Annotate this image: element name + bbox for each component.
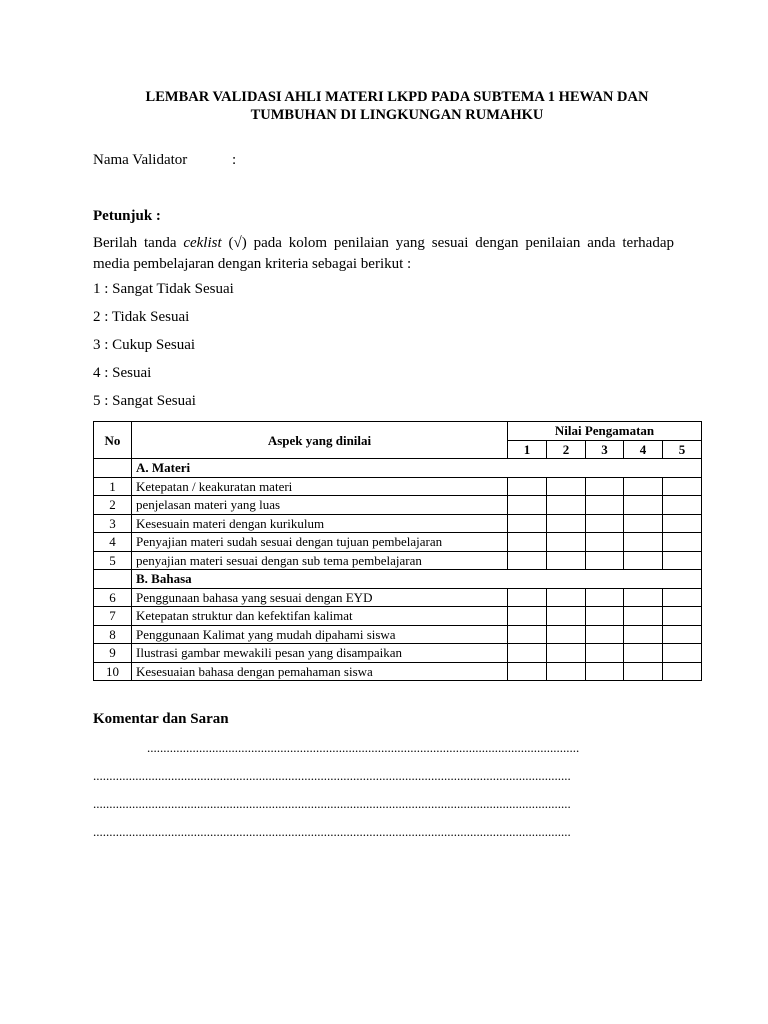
- score-cell-4[interactable]: [624, 607, 663, 626]
- score-cell-3[interactable]: [586, 607, 624, 626]
- score-header-3: 3: [586, 440, 624, 459]
- row-number: 5: [94, 551, 132, 570]
- score-cell-4[interactable]: [624, 625, 663, 644]
- table-row: [94, 477, 702, 496]
- table-row: [94, 644, 702, 663]
- score-cell-2[interactable]: [547, 514, 586, 533]
- score-cell-5[interactable]: [663, 662, 702, 681]
- scale-item-5: 5 : Sangat Sesuai: [93, 393, 196, 409]
- score-cell-3[interactable]: [586, 662, 624, 681]
- row-number: 2: [94, 496, 132, 515]
- score-cell-1[interactable]: [508, 533, 547, 552]
- komentar-heading: Komentar dan Saran: [93, 711, 229, 727]
- score-header-4: 4: [624, 440, 663, 459]
- header-aspek: Aspek yang dinilai: [132, 422, 508, 459]
- petunjuk-text-before: Berilah tanda: [93, 235, 184, 251]
- row-number: 7: [94, 607, 132, 626]
- row-number: 1: [94, 477, 132, 496]
- score-cell-2[interactable]: [547, 496, 586, 515]
- title-line-2: TUMBUHAN DI LINGKUNGAN RUMAHKU: [250, 107, 544, 123]
- score-cell-3[interactable]: [586, 496, 624, 515]
- score-cell-3[interactable]: [586, 644, 624, 663]
- validator-label: Nama Validator: [93, 152, 188, 168]
- scale-item-3: 3 : Cukup Sesuai: [93, 337, 196, 353]
- score-cell-2[interactable]: [547, 551, 586, 570]
- score-cell-5[interactable]: [663, 625, 702, 644]
- score-cell-1[interactable]: [508, 588, 547, 607]
- score-cell-2[interactable]: [547, 477, 586, 496]
- section-label-bahasa: B. Bahasa: [132, 570, 702, 589]
- score-cell-1[interactable]: [508, 644, 547, 663]
- score-cell-3[interactable]: [586, 625, 624, 644]
- table-row: [94, 625, 702, 644]
- scale-item-4: 4 : Sesuai: [93, 365, 152, 381]
- title-line-1: LEMBAR VALIDASI AHLI MATERI LKPD PADA SUBTEMA 1 HEWAN DAN: [145, 89, 649, 105]
- petunjuk-heading: Petunjuk :: [93, 208, 161, 224]
- score-cell-5[interactable]: [663, 514, 702, 533]
- score-cell-3[interactable]: [586, 514, 624, 533]
- score-cell-1[interactable]: [508, 496, 547, 515]
- score-cell-3[interactable]: [586, 588, 624, 607]
- validator-colon: :: [232, 152, 237, 168]
- score-cell-4[interactable]: [624, 588, 663, 607]
- score-cell-2[interactable]: [547, 588, 586, 607]
- score-cell-3[interactable]: [586, 551, 624, 570]
- score-cell-5[interactable]: [663, 496, 702, 515]
- document-title: [94, 88, 700, 124]
- header-no: No: [94, 422, 132, 459]
- scale-item-2: 2 : Tidak Sesuai: [93, 309, 190, 325]
- row-number: 10: [94, 662, 132, 681]
- score-cell-4[interactable]: [624, 514, 663, 533]
- row-aspek: Ketepatan struktur dan kefektifan kalimat: [132, 607, 508, 626]
- score-cell-2[interactable]: [547, 625, 586, 644]
- row-aspek: Kesesuain materi dengan kurikulum: [132, 514, 508, 533]
- row-aspek: Penggunaan Kalimat yang mudah dipahami siswa: [132, 625, 508, 644]
- score-cell-5[interactable]: [663, 607, 702, 626]
- table-row: [94, 514, 702, 533]
- score-cell-4[interactable]: [624, 533, 663, 552]
- score-cell-4[interactable]: [624, 662, 663, 681]
- comment-line-3[interactable]: ...................................................................................................................................................: [93, 796, 571, 811]
- score-cell-3[interactable]: [586, 477, 624, 496]
- petunjuk-text-after: (√) pada kolom penilaian yang sesuai dengan penilaian anda terhadap media pembelajaran dengan kriteria sebagai berikut :: [93, 235, 674, 272]
- petunjuk-text-italic: ceklist: [183, 235, 222, 251]
- section-row-bahasa: [94, 570, 702, 589]
- table-row: [94, 551, 702, 570]
- validator-field: [93, 152, 237, 169]
- row-aspek: penjelasan materi yang luas: [132, 496, 508, 515]
- score-cell-2[interactable]: [547, 607, 586, 626]
- score-cell-5[interactable]: [663, 551, 702, 570]
- score-cell-2[interactable]: [547, 533, 586, 552]
- row-aspek: Ilustrasi gambar mewakili pesan yang disampaikan: [132, 644, 508, 663]
- score-cell-1[interactable]: [508, 514, 547, 533]
- row-aspek: Kesesuaian bahasa dengan pemahaman siswa: [132, 662, 508, 681]
- score-cell-1[interactable]: [508, 477, 547, 496]
- score-cell-5[interactable]: [663, 533, 702, 552]
- row-number: 8: [94, 625, 132, 644]
- score-cell-2[interactable]: [547, 662, 586, 681]
- scale-item-1: 1 : Sangat Tidak Sesuai: [93, 281, 234, 297]
- score-cell-4[interactable]: [624, 551, 663, 570]
- header-nilai: Nilai Pengamatan: [508, 422, 702, 441]
- score-cell-5[interactable]: [663, 477, 702, 496]
- score-cell-2[interactable]: [547, 644, 586, 663]
- assessment-table: [93, 421, 702, 681]
- table-row: [94, 588, 702, 607]
- row-number: 6: [94, 588, 132, 607]
- score-header-1: 1: [508, 440, 547, 459]
- row-aspek: Penggunaan bahasa yang sesuai dengan EYD: [132, 588, 508, 607]
- row-aspek: penyajian materi sesuai dengan sub tema pembelajaran: [132, 551, 508, 570]
- row-number: 9: [94, 644, 132, 663]
- score-cell-5[interactable]: [663, 588, 702, 607]
- score-header-2: 2: [547, 440, 586, 459]
- score-cell-3[interactable]: [586, 533, 624, 552]
- score-cell-4[interactable]: [624, 644, 663, 663]
- comment-line-2[interactable]: ...................................................................................................................................................: [93, 768, 571, 783]
- score-cell-1[interactable]: [508, 551, 547, 570]
- row-aspek: Ketepatan / keakuratan materi: [132, 477, 508, 496]
- section-label-materi: A. Materi: [132, 459, 702, 478]
- score-cell-1[interactable]: [508, 607, 547, 626]
- comment-line-1[interactable]: .....................................................................................................................................: [147, 740, 580, 755]
- score-cell-1[interactable]: [508, 662, 547, 681]
- section-row-materi: [94, 459, 702, 478]
- table-row: [94, 496, 702, 515]
- score-cell-4[interactable]: [624, 477, 663, 496]
- score-header-5: 5: [663, 440, 702, 459]
- row-number: 4: [94, 533, 132, 552]
- score-cell-1[interactable]: [508, 625, 547, 644]
- comment-line-4[interactable]: ...................................................................................................................................................: [93, 824, 571, 839]
- score-cell-4[interactable]: [624, 496, 663, 515]
- row-number: 3: [94, 514, 132, 533]
- table-row: [94, 533, 702, 552]
- row-aspek: Penyajian materi sudah sesuai dengan tujuan pembelajaran: [132, 533, 508, 552]
- table-row: [94, 662, 702, 681]
- score-cell-5[interactable]: [663, 644, 702, 663]
- table-row: [94, 607, 702, 626]
- petunjuk-text: [93, 233, 674, 275]
